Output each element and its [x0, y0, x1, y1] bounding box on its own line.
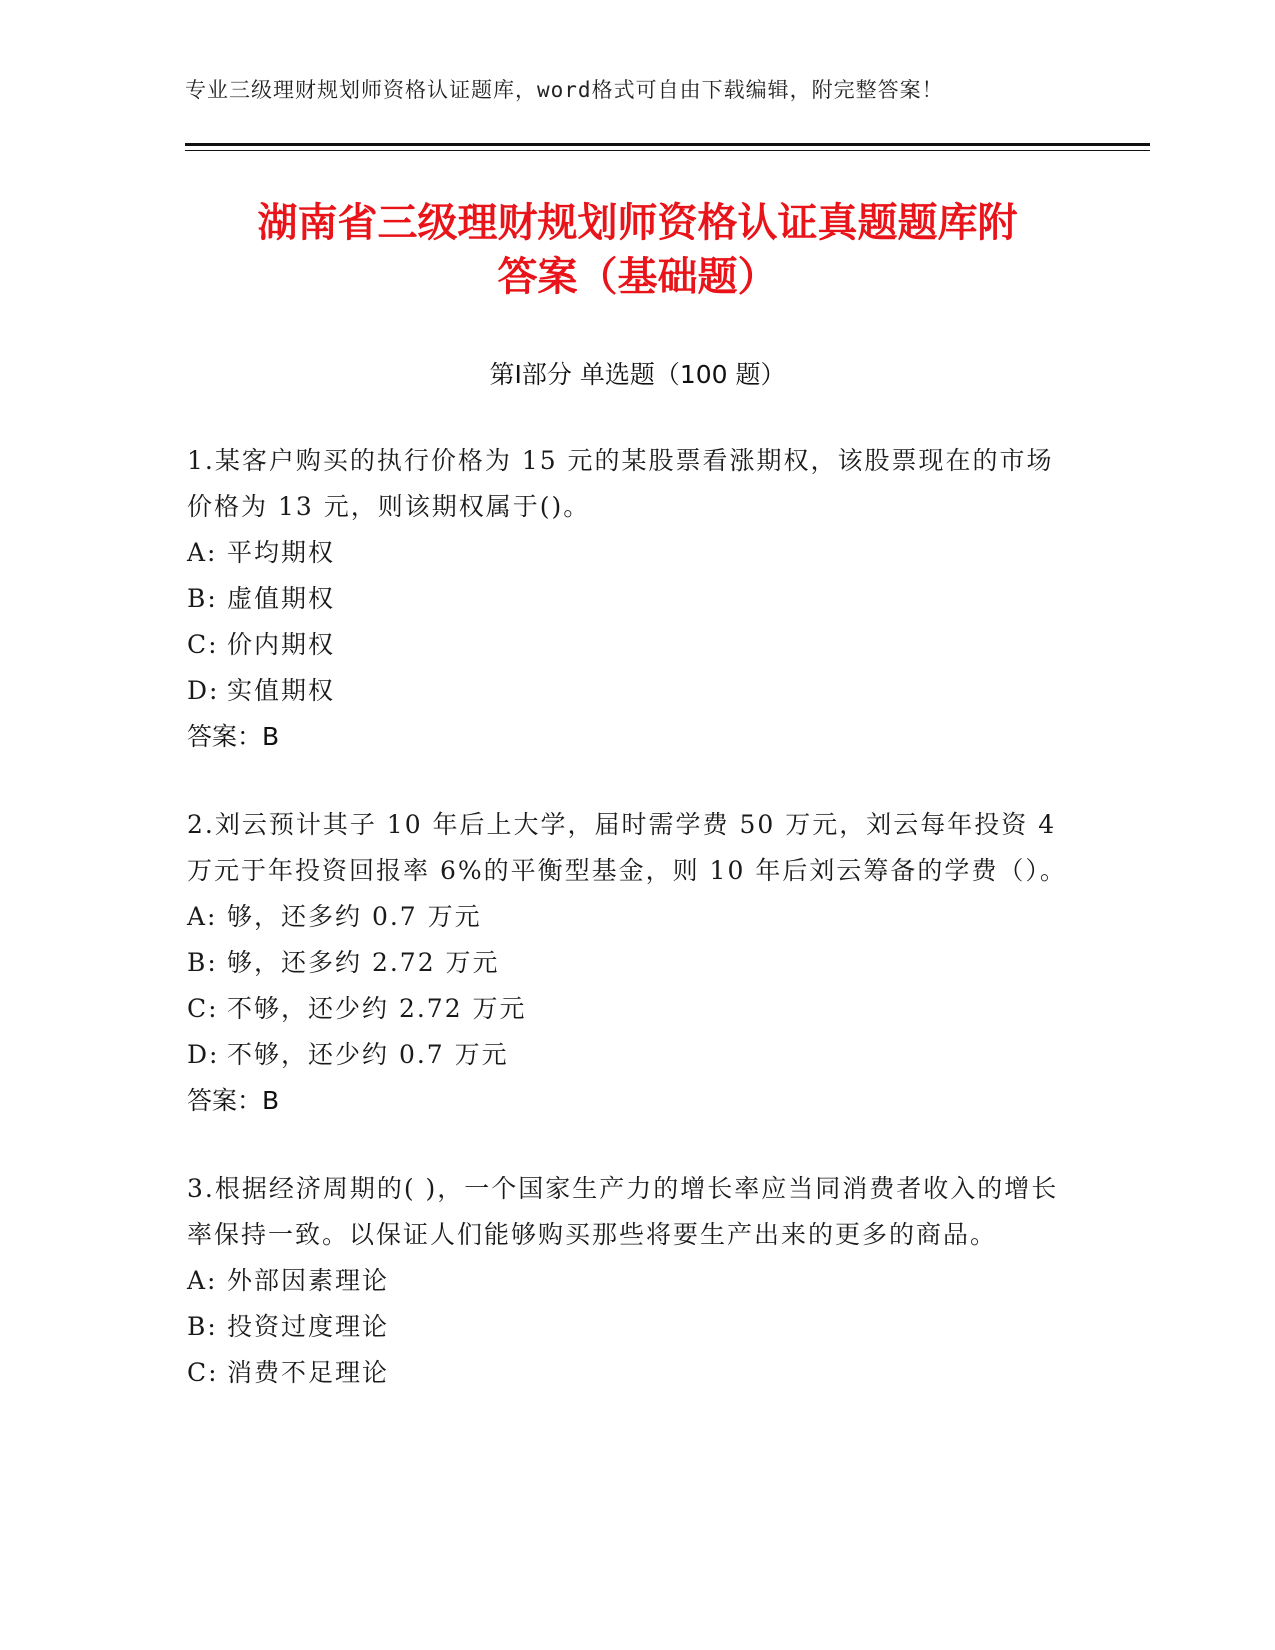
option-d [187, 668, 1067, 714]
option-letter: C: [187, 1358, 219, 1387]
option-letter: B: [187, 1312, 218, 1341]
section-heading: 第Ⅰ部分 单选题（100 题） [489, 360, 786, 389]
page-header: 专业三级理财规划师资格认证题库，word格式可自由下载编辑，附完整答案！ [185, 78, 944, 102]
question-stem: 2.刘云预计其子 10 年后上大学，届时需学费 50 万元，刘云每年投资 4 万元于年投资回报率 6%的平衡型基金，则 10 年后刘云筹备的学费（）。 [187, 810, 1067, 885]
answer: 答案：B [187, 1086, 280, 1115]
option-text: 虚值期权 [227, 584, 336, 613]
option-letter: B: [187, 584, 218, 613]
option-text: 平均期权 [227, 538, 336, 567]
option-b [187, 576, 1067, 622]
option-letter: A: [187, 538, 218, 567]
option-text: 投资过度理论 [227, 1312, 390, 1341]
question-1 [187, 438, 1067, 760]
option-letter: C: [187, 630, 219, 659]
question-list [187, 438, 1067, 1438]
option-c [187, 622, 1067, 668]
option-a [187, 894, 1067, 940]
header-rule-thick [185, 143, 1150, 146]
option-a [187, 530, 1067, 576]
question-stem: 3.根据经济周期的( )，一个国家生产力的增长率应当同消费者收入的增长率保持一致。以保证人们能够购买那些将要生产出来的更多的商品。 [187, 1174, 1059, 1249]
option-letter: A: [187, 902, 218, 931]
option-text: 不够，还少约 0.7 万元 [227, 1040, 509, 1069]
option-b [187, 1304, 1067, 1350]
option-letter: B: [187, 948, 218, 977]
question-2 [187, 802, 1067, 1124]
option-text: 够，还多约 2.72 万元 [227, 948, 500, 977]
question-stem: 1.某客户购买的执行价格为 15 元的某股票看涨期权，该股票现在的市场价格为 13 元，则该期权属于()。 [187, 446, 1054, 521]
option-c [187, 1350, 1067, 1396]
option-c [187, 986, 1067, 1032]
option-text: 不够，还少约 2.72 万元 [227, 994, 527, 1023]
option-letter: C: [187, 994, 219, 1023]
option-d [187, 1032, 1067, 1078]
option-letter: A: [187, 1266, 218, 1295]
option-letter: D: [187, 1040, 220, 1069]
option-text: 消费不足理论 [227, 1358, 390, 1387]
option-b [187, 940, 1067, 986]
option-a [187, 1258, 1067, 1304]
option-text: 够，还多约 0.7 万元 [227, 902, 482, 931]
header-rule-thin [185, 150, 1150, 151]
answer: 答案：B [187, 722, 280, 751]
option-text: 价内期权 [227, 630, 336, 659]
document-title-line-2: 答案（基础题） [497, 254, 778, 300]
option-letter: D: [187, 676, 220, 705]
document-title-line-1: 湖南省三级理财规划师资格认证真题题库附 [257, 200, 1018, 246]
question-3 [187, 1166, 1067, 1396]
document-title [140, 196, 1135, 304]
option-text: 外部因素理论 [227, 1266, 390, 1295]
option-text: 实值期权 [227, 676, 336, 705]
